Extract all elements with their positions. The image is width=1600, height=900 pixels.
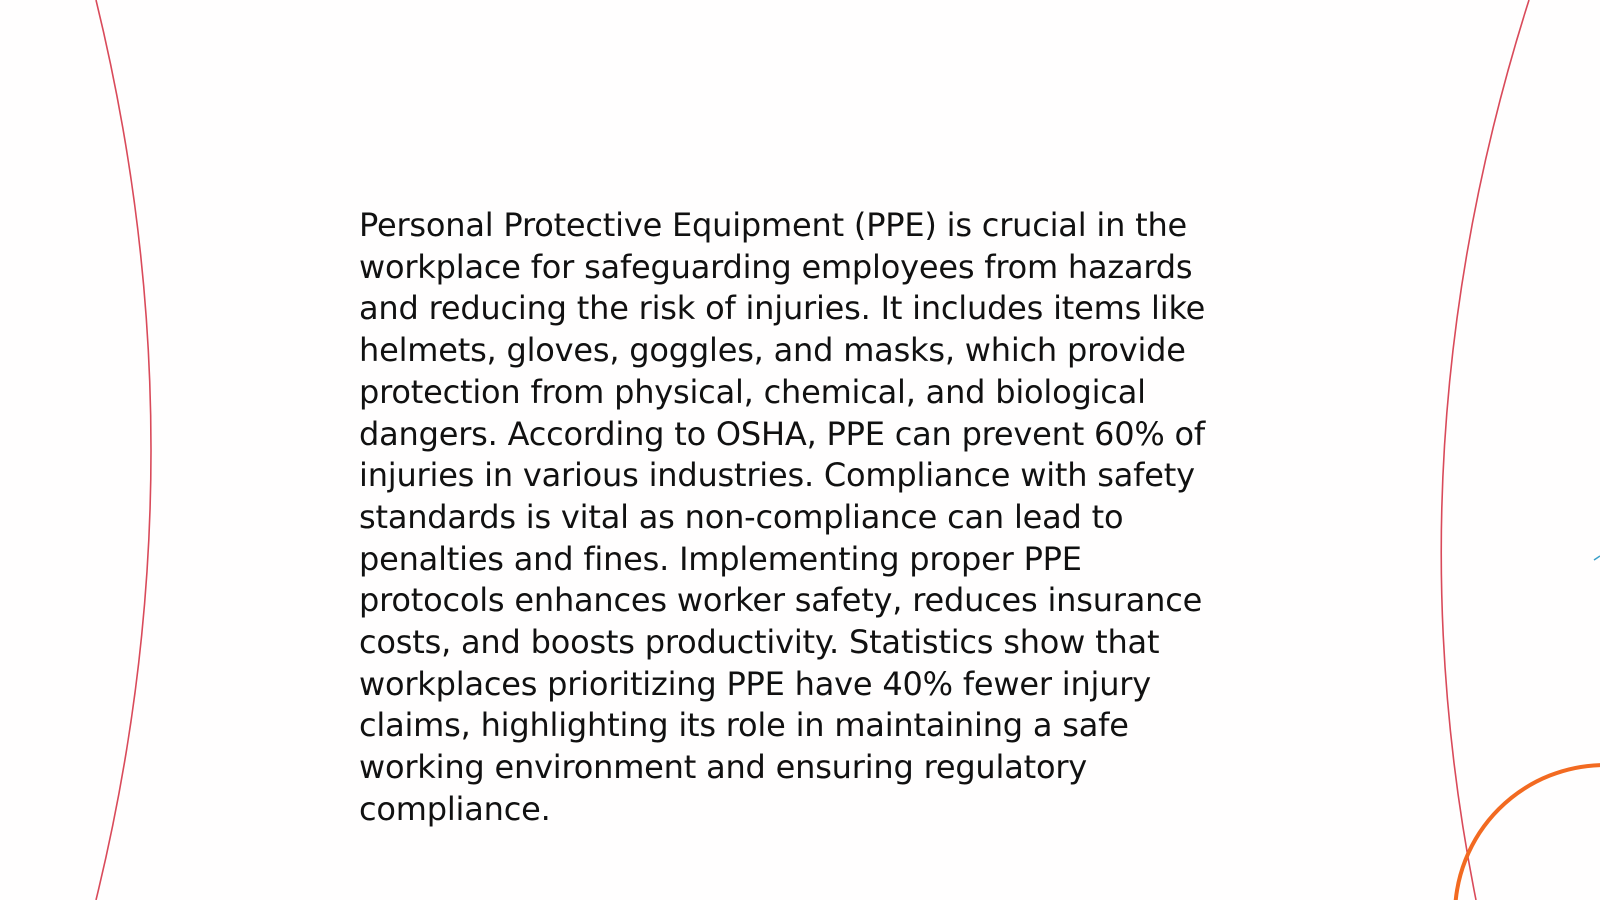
body-line: costs, and boosts productivity. Statistics show that bbox=[359, 623, 1160, 662]
body-line: injuries in various industries. Compliance with safety bbox=[359, 456, 1195, 495]
body-line: penalties and fines. Implementing proper PPE bbox=[359, 539, 1082, 578]
body-line: dangers. According to OSHA, PPE can prevent 60% of bbox=[359, 414, 1205, 453]
body-line: claims, highlighting its role in maintaining a safe bbox=[359, 706, 1129, 745]
left-arc bbox=[96, 0, 151, 900]
body-line: helmets, gloves, goggles, and masks, which provide bbox=[359, 331, 1186, 370]
body-line: standards is vital as non-compliance can lead to bbox=[359, 497, 1124, 536]
body-line: Personal Protective Equipment (PPE) is crucial in the bbox=[359, 206, 1188, 244]
body-line: and reducing the risk of injuries. It includes items like bbox=[359, 289, 1206, 328]
body-paragraph bbox=[359, 205, 1239, 831]
body-line: protocols enhances worker safety, reduces insurance bbox=[359, 581, 1203, 620]
body-line: working environment and ensuring regulatory bbox=[359, 748, 1088, 787]
body-line: compliance. bbox=[359, 789, 551, 828]
body-line: protection from physical, chemical, and biological bbox=[359, 372, 1146, 411]
accent-arc bbox=[1455, 765, 1600, 900]
edge-mark bbox=[1594, 556, 1600, 560]
right-arc bbox=[1441, 0, 1529, 900]
body-line: workplaces prioritizing PPE have 40% fewer injury bbox=[359, 664, 1151, 703]
body-line: workplace for safeguarding employees from hazards bbox=[359, 247, 1193, 286]
